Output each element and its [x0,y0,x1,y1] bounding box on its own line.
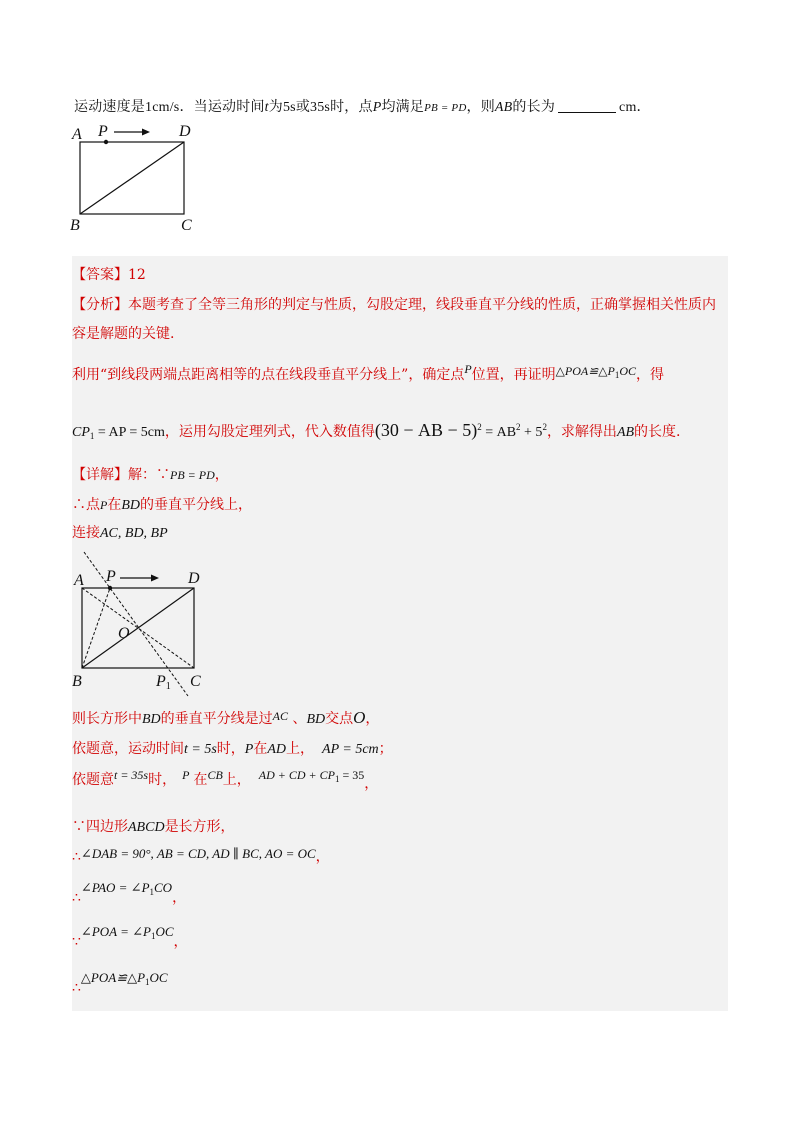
analysis-text: 容是解题的关键. [72,326,175,342]
detail-line-11 [72,970,168,996]
answer-line [72,264,146,284]
perpendicular-bisector [84,552,188,696]
answer-value: 12 [128,267,146,283]
diagonal-bd [80,142,184,214]
label-b: B [72,673,82,690]
sup: 2 [542,422,547,432]
expr: AP = 5cm [322,742,379,757]
detail-text: ∵四边形 [72,819,128,835]
analysis-text: 本题考查了全等三角形的判定与性质，勾股定理，线段垂直平分线的性质，正确掌握相关性质内 [128,297,716,313]
var: AC [272,709,289,723]
sub: 1 [145,977,150,987]
expr: CO [154,880,173,895]
expr: (30 − AB − 5) [374,420,478,440]
expr: = 35 [339,768,365,782]
p1-letter: P [156,673,166,690]
detail-text: ∴点 [72,497,100,513]
expr: = AB [481,425,517,440]
congruence-expr [556,364,636,378]
var-ab: AB [616,425,635,440]
detail-line-1 [72,464,229,484]
sub: 1 [150,931,156,941]
var: AD [267,742,287,757]
detail-line-8 [72,846,330,866]
label-d: D [188,570,200,587]
detail-text: 上， [286,741,315,757]
var: ABCD [128,820,165,835]
detail-line-9 [72,880,186,907]
sum-expr [259,768,364,782]
label-b: B [70,217,80,234]
detail-text: 时， [148,772,177,788]
var: P [244,742,254,757]
detail-text: 的垂直平分线是过 [160,711,273,727]
q-var-ab: AB [494,100,513,115]
label-a: A [72,126,82,143]
point-p [104,140,108,144]
q-var-t: t [264,100,269,115]
label-a: A [74,572,84,589]
q-text: 的长为 [512,99,556,115]
equation [374,420,547,440]
analysis-text: ，求解得出 [546,424,617,440]
detail-text: 在 [253,741,268,757]
detail-text: ， [365,711,380,727]
detail-text: 在 [193,772,208,788]
detail-line-5 [72,738,393,758]
sup: 2 [477,422,482,432]
detail-text: ， [315,849,330,865]
segments: AC, BD, BP [100,526,168,541]
arrow-head [151,575,159,582]
detail-text: 依题意 [72,772,114,788]
label-d: D [179,123,191,140]
expr: OC [155,924,174,939]
sub: 1 [149,887,155,897]
q-speed: 1cm/s [145,100,180,115]
q-unit: cm [619,100,637,115]
analysis-line-2 [72,323,174,343]
var: CB [207,768,223,782]
point-p [108,586,112,590]
var-p: P [100,498,108,512]
therefore: ∴ [72,849,81,865]
label-c: C [181,217,192,234]
detail-text: 时， [216,741,245,757]
q-text: 均满足 [381,99,425,115]
expr: t = 5s [184,742,217,757]
var-bd: BD [121,498,141,513]
expr: ∠DAB = 90°, AB = CD, AD ∥ BC, AO = OC [80,846,316,861]
q-time1: 5s [282,100,296,115]
detail-text: 的垂直平分线上， [140,497,253,513]
q-var-p: P [372,100,382,115]
detail-text: 上， [222,772,251,788]
label-o: O [118,625,130,642]
label-c: C [190,673,201,690]
sub: 1 [614,370,620,380]
analysis-text: 的长度. [634,424,681,440]
detail-text: ， [214,467,229,483]
solution-panel [72,256,728,1011]
detail-line-2 [72,494,252,514]
detail-text: ， [364,776,379,792]
sub: 1 [335,774,340,784]
analysis-text: ，得 [636,367,665,383]
analysis-text: 位置，再证明 [471,367,556,383]
figure-rectangle-1 [64,120,214,236]
expr: OC [149,970,168,985]
figure-rectangle-2 [72,548,222,698]
therefore: ∴ [72,890,81,906]
analysis-line-4 [72,420,681,441]
sup: 2 [516,422,521,432]
expr: + 5 [520,425,543,440]
var: O [353,708,366,727]
analysis-text: ，运用勾股定理列式，代入数值得 [164,424,375,440]
label-p: P [98,123,108,140]
detail-text: ； [378,741,393,757]
var: P [182,768,190,782]
angle-expr [81,924,174,939]
var-p: P [464,362,472,376]
answer-tag: 【答案】 [72,267,128,283]
tri-text: OC [619,364,637,378]
expr: ∠POA = ∠P [80,924,151,939]
detail-line-3 [72,522,168,542]
cp-expr [72,425,165,440]
q-text: ． [636,99,651,115]
detail-text: ， [172,890,187,906]
expr: CP [72,425,90,440]
q-text: ．当运动时间 [179,99,265,115]
detail-line-10 [72,924,188,951]
detail-text: 依题意，运动时间 [72,741,184,757]
analysis-line-3 [72,362,664,384]
detail-text: ， [173,934,188,950]
detail-text: 是长方形， [164,819,235,835]
detail-text: 则长方形中 [72,711,142,727]
expr: AD + CD + CP [258,768,335,782]
q-text: 时，点 [330,99,373,115]
detail-line-7 [72,816,235,836]
arrow-head [142,129,150,136]
condition: PB = PD [170,468,215,482]
q-time2: 35s [310,100,331,115]
question-text [74,96,651,116]
segment-bp [82,588,110,668]
detail-text: 在 [107,497,122,513]
congruence-expr [81,970,168,985]
q-text: 或 [295,99,311,115]
analysis-text: 利用“到线段两端点距离相等的点在线段垂直平分线上”，确定点 [72,367,465,383]
var: BD [142,712,161,727]
label-p1 [155,673,171,692]
p1-sub: 1 [165,681,171,692]
analysis-tag: 【分析】 [72,297,128,313]
detail-line-6 [72,768,378,793]
answer-blank [558,112,616,113]
expr: = AP = 5cm [94,425,165,440]
detail-text: 解：∵ [128,467,170,483]
detail-text: 交点 [325,711,354,727]
q-text: 运动速度是 [74,99,145,115]
detail-line-4 [72,708,379,728]
q-text: 为 [268,99,283,115]
sub: 1 [89,431,95,441]
expr: ∠PAO = ∠P [80,880,150,895]
tri-text: △POA≌△P [555,364,615,378]
detail-tag: 【详解】 [72,467,128,483]
detail-text: 连接 [72,525,100,541]
label-p: P [106,568,116,585]
var: BD [306,712,326,727]
therefore: ∴ [72,980,81,996]
angle-expr [81,880,172,895]
q-condition: PB = PD [424,102,467,114]
expr: △POA≌△P [80,970,146,985]
analysis-line-1 [72,294,716,314]
expr: t = 35s [114,768,149,782]
q-text: ，则 [466,99,495,115]
detail-text: 、 [288,711,307,727]
because: ∵ [72,934,81,950]
